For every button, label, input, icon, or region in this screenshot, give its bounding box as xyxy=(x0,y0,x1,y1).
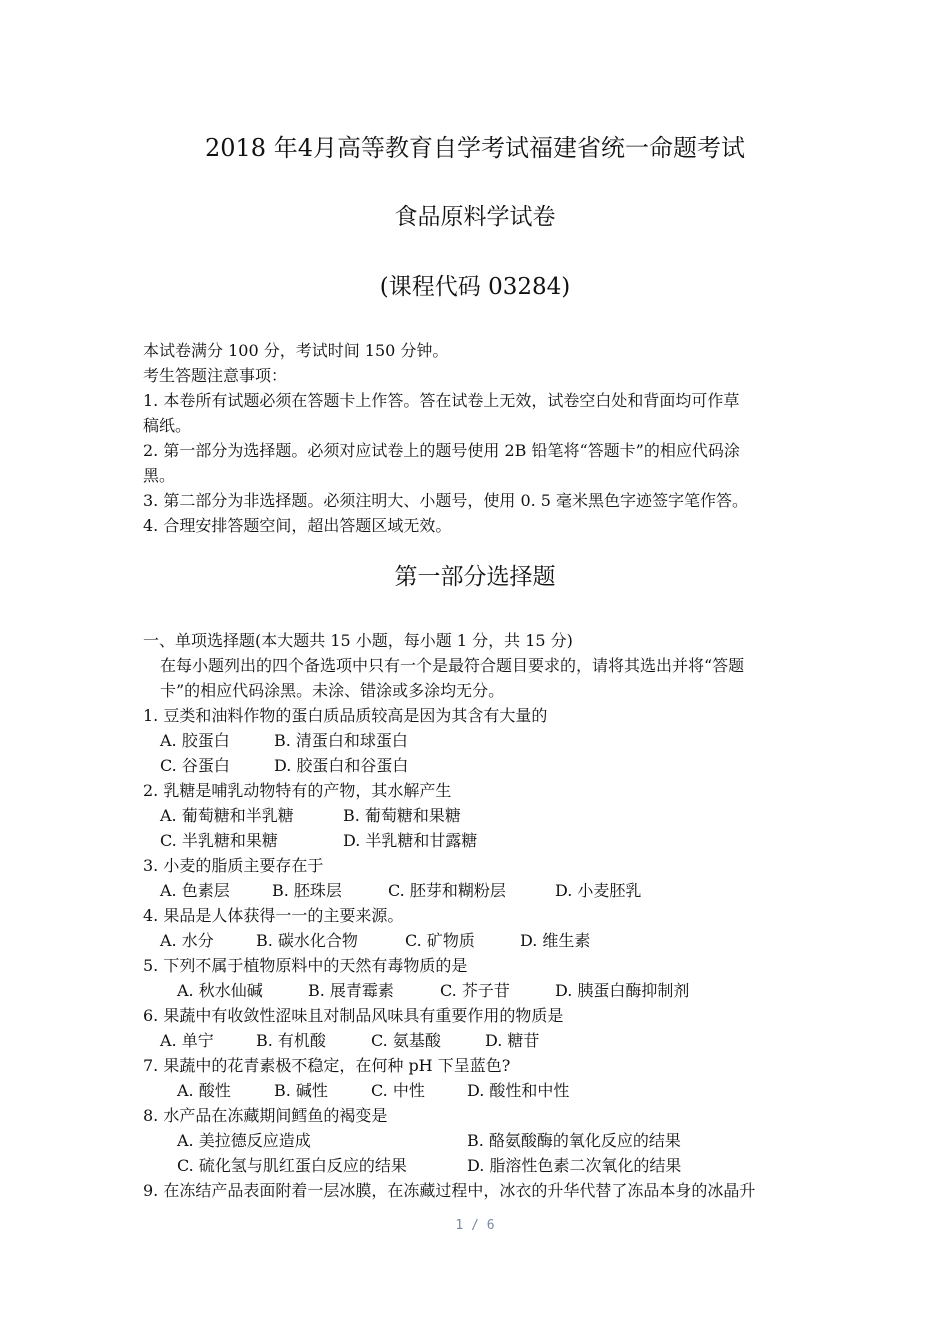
question-stem: 4. 果品是人体获得一一的主要来源。 xyxy=(143,906,404,925)
question-stem: 6. 果蔬中有收敛性涩味且对制品风味具有重要作用的物质是 xyxy=(143,1006,564,1025)
option-b: B. 葡萄糖和果糖 xyxy=(343,806,461,825)
part-one-title: 第一部分选择题 xyxy=(394,564,556,590)
option-a: A. 水分 xyxy=(160,931,214,950)
option-b: B. 胚珠层 xyxy=(272,881,342,900)
score-time-note: 本试卷满分 100 分，考试时间 150 分钟。 xyxy=(143,341,449,360)
question-stem: 5. 下列不属于植物原料中的天然有毒物质的是 xyxy=(143,956,468,975)
option-b: B. 清蛋白和球蛋白 xyxy=(274,731,408,750)
section-description: 在每小题列出的四个备选项中只有一个是最符合题目要求的，请将其选出并将“答题 xyxy=(160,656,745,675)
option-c: C. 芥子苷 xyxy=(440,981,510,1000)
option-d: D. 胶蛋白和谷蛋白 xyxy=(274,756,409,775)
option-c: C. 硫化氢与肌红蛋白反应的结果 xyxy=(177,1156,407,1175)
course-code: (课程代码 03284) xyxy=(379,274,571,300)
instruction-item-2: 2. 第一部分为选择题。必须对应试卷上的题号使用 2B 铅笔将“答题卡”的相应代码涂 xyxy=(143,441,740,460)
option-c: C. 中性 xyxy=(371,1081,425,1100)
option-a: A. 美拉德反应造成 xyxy=(177,1131,311,1150)
question-stem: 1. 豆类和油料作物的蛋白质品质较高是因为其含有大量的 xyxy=(143,706,548,725)
section-description-cont: 卡”的相应代码涂黑。未涂、错涂或多涂均无分。 xyxy=(160,681,505,700)
option-b: B. 碳水化合物 xyxy=(256,931,358,950)
instruction-item-2-cont: 黑。 xyxy=(143,466,176,485)
option-d: D. 糖苷 xyxy=(485,1031,540,1050)
page-number: 1 / 6 xyxy=(455,1218,495,1233)
option-a: A. 单宁 xyxy=(160,1031,214,1050)
option-a: A. 酸性 xyxy=(177,1081,231,1100)
option-a: A. 秋水仙碱 xyxy=(177,981,263,1000)
option-d: D. 脂溶性色素二次氧化的结果 xyxy=(467,1156,682,1175)
notice-heading: 考生答题注意事项： xyxy=(143,366,288,385)
option-c: C. 半乳糖和果糖 xyxy=(160,831,278,850)
option-a: A. 色素层 xyxy=(160,881,230,900)
instruction-item-1: 1. 本卷所有试题必须在答题卡上作答。答在试卷上无效，试卷空白处和背面均可作草 xyxy=(143,391,740,410)
question-stem: 7. 果蔬中的花青素极不稳定，在何种 pH 下呈蓝色? xyxy=(143,1056,511,1075)
option-d: D. 半乳糖和甘露糖 xyxy=(343,831,478,850)
section-heading: 一、单项选择题(本大题共 15 小题，每小题 1 分，共 15 分) xyxy=(143,631,573,650)
option-d: D. 胰蛋白酶抑制剂 xyxy=(555,981,690,1000)
option-d: D. 小麦胚乳 xyxy=(555,881,642,900)
option-c: C. 氨基酸 xyxy=(371,1031,441,1050)
paper-subtitle: 食品原料学试卷 xyxy=(394,204,556,230)
option-c: C. 谷蛋白 xyxy=(160,756,230,775)
question-stem: 8. 水产品在冻藏期间鳕鱼的褐变是 xyxy=(143,1106,388,1125)
option-b: B. 酪氨酸酶的氧化反应的结果 xyxy=(467,1131,681,1150)
option-d: D. 维生素 xyxy=(520,931,591,950)
option-b: B. 有机酸 xyxy=(256,1031,326,1050)
exam-title: 2018 年4月高等教育自学考试福建省统一命题考试 xyxy=(205,134,745,162)
question-stem: 9. 在冻结产品表面附着一层冰膜，在冻藏过程中，冰衣的升华代替了冻品本身的冰晶升 xyxy=(143,1181,756,1200)
instruction-item-4: 4. 合理安排答题空间，超出答题区域无效。 xyxy=(143,516,452,535)
option-b: B. 展青霉素 xyxy=(308,981,394,1000)
instruction-item-1-cont: 稿纸。 xyxy=(143,416,192,435)
question-stem: 3. 小麦的脂质主要存在于 xyxy=(143,856,324,875)
option-a: A. 葡萄糖和半乳糖 xyxy=(160,806,294,825)
option-a: A. 胶蛋白 xyxy=(160,731,230,750)
instruction-item-3: 3. 第二部分为非选择题。必须注明大、小题号，使用 0. 5 毫米黑色字迹签字笔作答。 xyxy=(143,491,749,510)
option-d: D. 酸性和中性 xyxy=(467,1081,570,1100)
option-b: B. 碱性 xyxy=(274,1081,328,1100)
option-c: C. 矿物质 xyxy=(405,931,475,950)
question-stem: 2. 乳糖是哺乳动物特有的产物，其水解产生 xyxy=(143,781,452,800)
option-c: C. 胚芽和糊粉层 xyxy=(388,881,506,900)
